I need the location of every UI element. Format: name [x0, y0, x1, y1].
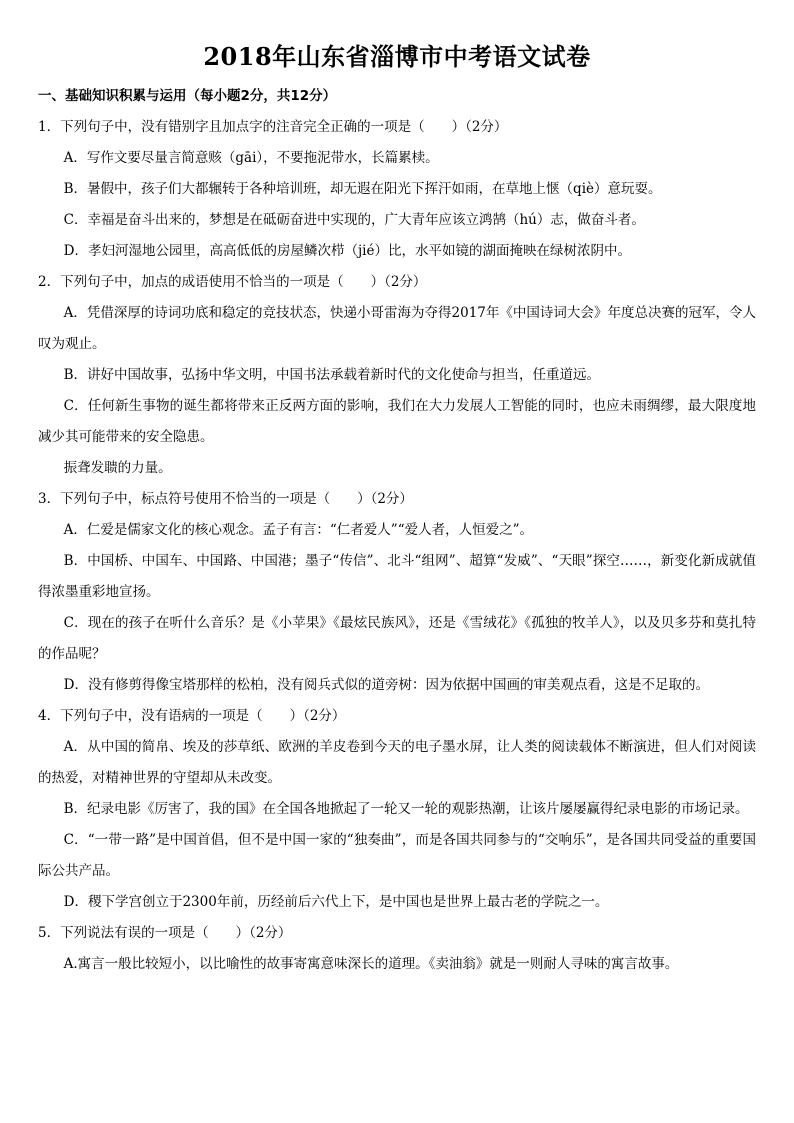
- option-a: A．仁爱是儒家文化的核心观念。孟子有言：“仁者爱人”“爱人者，人恒爱之”。: [63, 522, 533, 538]
- option-c: C．幸福是奋斗出来的，梦想是在砥砺奋进中实现的，广大青年应该立鸿鹄（hú）志，做奋斗者。: [63, 212, 645, 228]
- option-a: A.寓言一般比较短小，以比喻性的故事寄寓意味深长的道理。《卖油翁》就是一则耐人寻味的寓言故事。: [63, 956, 679, 972]
- option-a: A．凭借深厚的诗词功底和稳定的竞技状态，快递小哥雷海为夺得2017年《中国诗词大会》年度总决赛的冠军，令人叹为观止。: [38, 305, 756, 352]
- question-5: [38, 918, 756, 980]
- question-3: [38, 484, 756, 701]
- option-continuation: 振聋发聩的力量。: [63, 460, 172, 476]
- option-b: B．暑假中，孩子们大都辗转于各种培训班，却无遐在阳光下挥汗如雨，在草地上惬（qiè）意玩耍。: [63, 181, 662, 197]
- question-1: [38, 112, 756, 267]
- option-c: C．任何新生事物的诞生都将带来正反两方面的影响，我们在大力发展人工智能的同时，也应未雨绸缪，最大限度地减少其可能带来的安全隐患。: [38, 398, 756, 445]
- section-heading: 一、基础知识积累与运用（每小题2分，共12分）: [38, 88, 337, 104]
- option-b: B．讲好中国故事，弘扬中华文明，中国书法承载着新时代的文化使命与担当，任重道远。: [63, 367, 601, 383]
- question-2: [38, 267, 756, 484]
- option-a: A．写作文要尽量言简意赅（gāi），不要拖泥带水，长篇累椟。: [63, 150, 439, 166]
- exam-page: [38, 40, 756, 980]
- option-d: D．孝妇河湿地公园里，高高低低的房屋鳞次栉（jié）比，水平如镜的湖面掩映在绿树浓阴中。: [63, 243, 631, 259]
- question-stem: 5．下列说法有误的一项是（ ）（2分）: [38, 925, 292, 941]
- option-c: C．现在的孩子在听什么音乐？是《小苹果》《最炫民族风》，还是《雪绒花》《孤独的牧羊人》，以及贝多芬和莫扎特的作品呢？: [38, 615, 756, 662]
- option-d: D．稷下学宫创立于2300年前，历经前后六代上下，是中国也是世界上最古老的学院之一。: [63, 894, 609, 910]
- question-stem: 2．下列句子中，加点的成语使用不恰当的一项是（ ）（2分）: [38, 274, 427, 290]
- page-title: 2018年山东省淄博市中考语文试卷: [203, 42, 591, 71]
- question-4: [38, 701, 756, 918]
- option-a: A．从中国的简帛、埃及的莎草纸、欧洲的羊皮卷到今天的电子墨水屏，让人类的阅读载体不断演进，但人们对阅读的热爱，对精神世界的守望却从未改变。: [38, 739, 756, 786]
- question-stem: 4．下列句子中，没有语病的一项是（ ）（2分）: [38, 708, 346, 724]
- option-b: B．纪录电影《厉害了，我的国》在全国各地掀起了一轮又一轮的观影热潮，让该片屡屡赢得纪录电影的市场记录。: [63, 801, 749, 817]
- option-c: C．“一带一路”是中国首倡，但不是中国一家的“独奏曲”，而是各国共同参与的“交响乐”，是各国共同受益的重要国际公共产品。: [38, 832, 756, 879]
- option-b: B．中国桥、中国车、中国路、中国港；墨子“传信”、北斗“组网”、超算“发威”、“天眼”探空……，新变化新成就值得浓墨重彩地宣扬。: [38, 553, 756, 600]
- option-d: D．没有修剪得像宝塔那样的松柏，没有阅兵式似的道旁树：因为依据中国画的审美观点看，这是不足取的。: [63, 677, 709, 693]
- question-stem: 1．下列句子中，没有错别字且加点字的注音完全正确的一项是（ ）（2分）: [38, 119, 508, 135]
- question-stem: 3．下列句子中，标点符号使用不恰当的一项是（ ）（2分）: [38, 491, 413, 507]
